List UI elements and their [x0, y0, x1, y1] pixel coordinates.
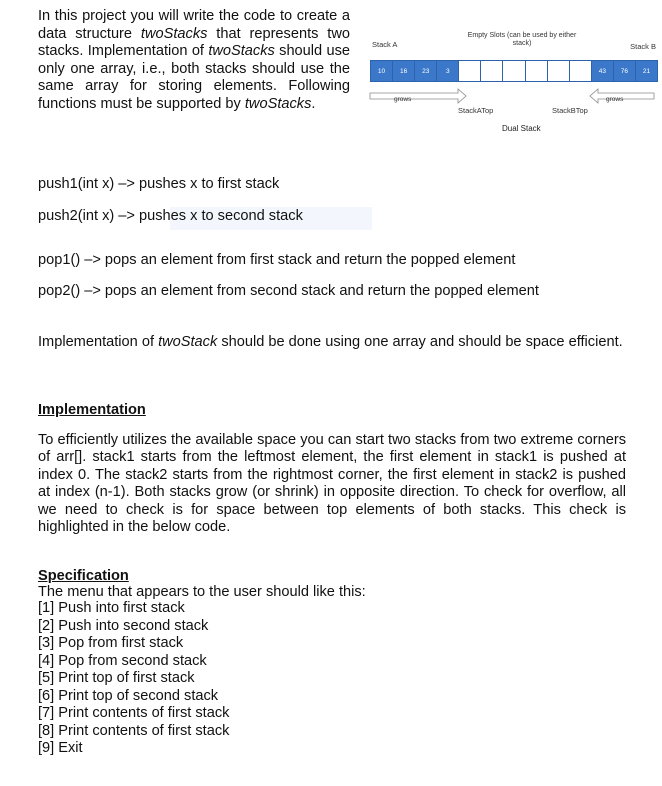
intro-paragraph	[38, 8, 350, 114]
pop2-description: pop2() –> pops an element from second stack and return the popped element	[38, 283, 539, 299]
intro-text: .	[311, 95, 316, 112]
class-name: twoStacks	[244, 95, 312, 112]
stack-b-label: Stack B	[630, 42, 656, 51]
menu-item: [9] Exit	[38, 740, 83, 756]
array-cell-filled: 21	[636, 61, 657, 81]
menu-item: [5] Print top of first stack	[38, 670, 195, 686]
array-cell-empty	[503, 61, 525, 81]
intro-text: In this project you will write the code to create a data structure	[38, 8, 350, 42]
push2-description: push2(int x) –> pushes x to second stack	[38, 208, 303, 224]
grows-left-label: grows	[394, 96, 412, 103]
menu-list	[38, 600, 229, 758]
stack-b-top-label: StackBTop	[552, 106, 588, 115]
push1-description: push1(int x) –> pushes x to first stack	[38, 176, 280, 192]
menu-item: [1] Push into first stack	[38, 600, 185, 616]
implementation-note	[38, 327, 626, 357]
stack-a-label: Stack A	[372, 40, 398, 49]
array-cell-empty	[570, 61, 592, 81]
array-cell-empty	[481, 61, 503, 81]
class-name: twoStack	[158, 334, 218, 350]
array-cells	[370, 60, 658, 82]
dual-stack-diagram	[366, 28, 658, 136]
note-text: Implementation of	[38, 334, 159, 350]
menu-item: [2] Push into second stack	[38, 617, 209, 634]
menu-item: [3] Pop from first stack	[38, 635, 184, 651]
implementation-heading: Implementation	[38, 402, 146, 418]
array-cell-filled: 10	[371, 61, 393, 81]
array-cell-filled: 76	[614, 61, 636, 81]
array-cell-filled: 43	[592, 61, 614, 81]
specification-intro: The menu that appears to the user should like this:	[38, 584, 366, 600]
empty-slots-label: Empty Slots (can be used by either stack)	[467, 32, 577, 47]
diagram-caption: Dual Stack	[502, 124, 541, 133]
array-cell-filled: 23	[415, 61, 437, 81]
intro-text: should use only one array, i.e., both stacks should use the same array for storing elements. Following functions must be supported by	[38, 43, 350, 112]
menu-item: [8] Print contents of first stack	[38, 722, 230, 739]
array-cell-filled: 3	[437, 61, 459, 81]
note-text: should be done using one array and should be space efficient.	[217, 334, 623, 350]
array-cell-empty	[459, 61, 481, 81]
grows-right-arrow	[370, 89, 466, 103]
menu-item: [4] Pop from second stack	[38, 652, 207, 669]
array-cell-empty	[526, 61, 548, 81]
grows-right-label: grows	[606, 96, 624, 103]
array-cell-empty	[548, 61, 570, 81]
class-name: twoStacks	[208, 43, 275, 60]
class-name: twoStacks	[140, 25, 208, 42]
array-cell-filled: 16	[393, 61, 415, 81]
implementation-body: To efficiently utilizes the available space you can start two stacks from two extreme corners of arr[]. stack1 starts from the leftmost element, the first element in stack1 is pushed at index 0. The stack2 starts from the rightmost corner, the first element in stack2 is pushed at index (n-1). Both stacks grow (or shrink) in opposite direction. To check for overflow, all we need to check is for space between top elements of both stacks. This check is highlighted in the below code.	[38, 432, 626, 536]
intro-text: that represents two stacks. Implementation of	[38, 25, 350, 60]
menu-item: [7] Print contents of first stack	[38, 705, 230, 721]
pop1-description: pop1() –> pops an element from first stack and return the popped element	[38, 252, 516, 268]
stack-a-top-label: StackATop	[458, 106, 494, 115]
menu-item: [6] Print top of second stack	[38, 687, 219, 704]
specification-heading: Specification	[38, 568, 129, 584]
